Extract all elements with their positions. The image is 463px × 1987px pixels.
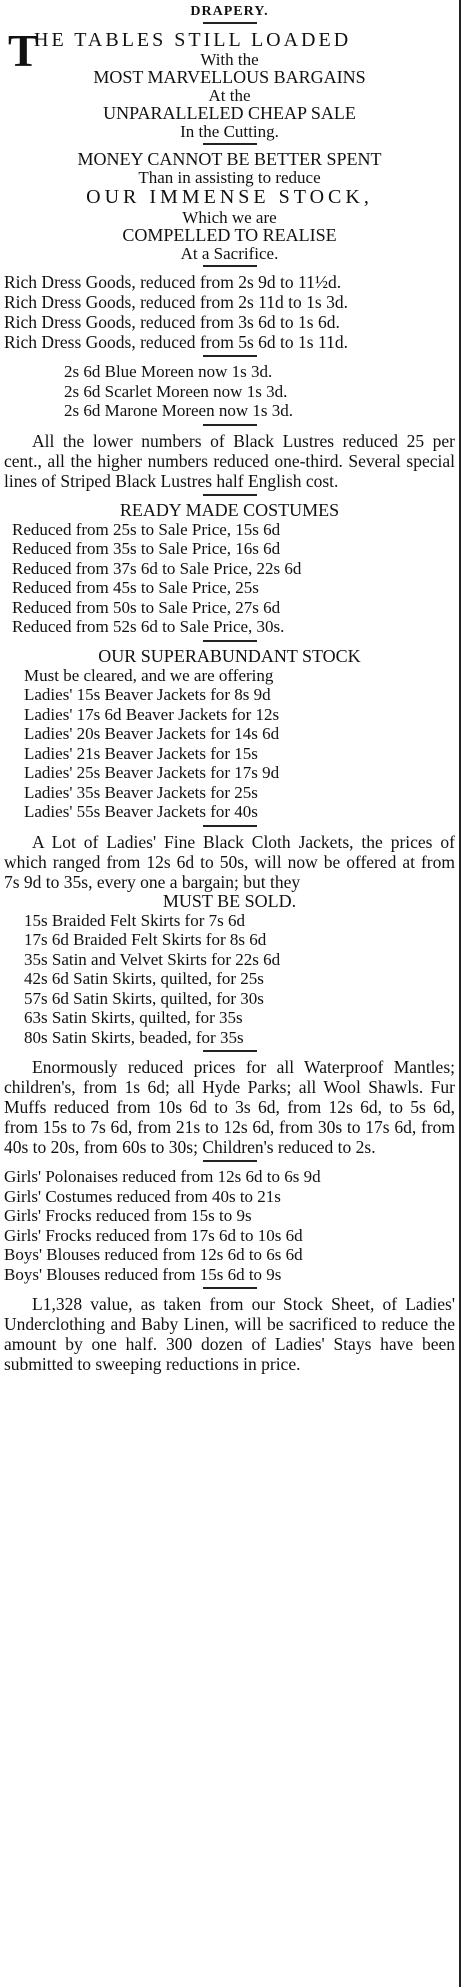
must-be-sold: MUST BE SOLD.	[162, 890, 297, 911]
jacket-item: Ladies' 20s Beaver Jackets for 14s 6d	[24, 724, 280, 743]
divider	[203, 640, 257, 642]
costume-item: Reduced from 25s to Sale Price, 15s 6d	[12, 519, 281, 539]
costumes-block	[4, 501, 455, 637]
section-title: DRAPERY.	[190, 4, 269, 19]
costume-item: Reduced from 37s 6d to Sale Price, 22s 6d	[12, 558, 302, 578]
skirts-block	[4, 911, 455, 1048]
divider	[203, 494, 257, 496]
skirt-item: 80s Satin Skirts, beaded, for 35s	[24, 1027, 244, 1047]
moreen-item: 2s 6d Blue Moreen now 1s 3d.	[64, 362, 273, 381]
girls-boys-item: Girls' Polonaises reduced from 12s 6d to 6s 9d	[4, 1167, 321, 1186]
moreen-item: 2s 6d Marone Moreen now 1s 3d.	[64, 401, 293, 420]
intro-line: At the	[208, 86, 251, 105]
skirt-item: 63s Satin Skirts, quilted, for 35s	[24, 1008, 243, 1027]
stock-headline: OUR IMMENSE STOCK,	[86, 186, 373, 208]
skirt-item: 57s 6d Satin Skirts, quilted, for 30s	[24, 988, 264, 1008]
title-rule	[203, 22, 257, 24]
jacket-item: Ladies' 25s Beaver Jackets for 17s 9d	[24, 763, 280, 782]
dress-goods-item: Rich Dress Goods, reduced from 3s 6d to 1s 6d.	[4, 312, 340, 332]
skirt-item: 17s 6d Braided Felt Skirts for 8s 6d	[24, 930, 267, 949]
mantles-paragraph: Enormously reduced prices for all Waterproof Mantles; children's, from 1s 6d; all Hyde Parks; all Wool Shawls. Fur Muffs reduced from 10s 6d to 3s 6d, from 12s 6d, to 5s 6d, from 15s to 7s 6d, from 21s to 12s 6d, from 30s to 17s 6d, from 40s to 20s, from 60s to 30s; Children's reduced to 2s.	[4, 1057, 455, 1157]
money-line: Which we are	[182, 208, 277, 227]
jacket-item: Ladies' 35s Beaver Jackets for 25s	[24, 782, 258, 802]
divider	[203, 1287, 257, 1289]
moreen-item: 2s 6d Scarlet Moreen now 1s 3d.	[64, 381, 288, 401]
costumes-title: READY MADE COSTUMES	[119, 499, 340, 520]
divider	[203, 825, 257, 827]
divider	[203, 1160, 257, 1162]
girls-boys-item: Boys' Blouses reduced from 15s 6d to 9s	[4, 1264, 282, 1284]
intro-line: In the Cutting.	[180, 122, 279, 141]
cloth-jackets-paragraph: A Lot of Ladies' Fine Black Cloth Jackets, the prices of which ranged from 12s 6d to 50s, will now be offered at from 7s 9d to 35s, every one a bargain; but they	[4, 831, 455, 892]
moreen-block	[4, 362, 455, 421]
costume-item: Reduced from 45s to Sale Price, 25s	[12, 578, 259, 597]
money-headline: MONEY CANNOT BE BETTER SPENT	[77, 149, 382, 169]
intro-line: UNPARALLELED CHEAP SALE	[103, 103, 356, 123]
divider	[203, 355, 257, 357]
skirt-item: 42s 6d Satin Skirts, quilted, for 25s	[24, 969, 264, 988]
costume-item: Reduced from 50s to Sale Price, 27s 6d	[12, 597, 281, 617]
superabundant-title: OUR SUPERABUNDANT STOCK	[98, 645, 361, 666]
column-rule	[459, 0, 461, 1987]
divider	[203, 265, 257, 267]
girls-boys-item: Girls' Frocks reduced from 17s 6d to 10s 6d	[4, 1225, 303, 1245]
dress-goods-block	[4, 272, 455, 352]
money-line: COMPELLED TO REALISE	[122, 225, 337, 245]
jacket-item: Ladies' 21s Beaver Jackets for 15s	[24, 743, 258, 763]
divider	[203, 1050, 257, 1052]
girls-boys-item: Girls' Costumes reduced from 40s to 21s	[4, 1186, 281, 1206]
skirt-item: 35s Satin and Velvet Skirts for 22s 6d	[24, 949, 281, 969]
intro-line: MOST MARVELLOUS BARGAINS	[93, 67, 366, 87]
girls-boys-item: Boys' Blouses reduced from 12s 6d to 6s 6d	[4, 1245, 303, 1264]
superabundant-block	[4, 647, 455, 822]
money-line: Than in assisting to reduce	[138, 168, 321, 187]
jacket-item: Ladies' 17s 6d Beaver Jackets for 12s	[24, 704, 280, 724]
dress-goods-item: Rich Dress Goods, reduced from 2s 11d to 1s 3d.	[4, 292, 348, 312]
intro-headline: HE TABLES STILL LOADED	[34, 29, 352, 51]
divider	[203, 143, 257, 145]
closing-paragraph: L1,328 value, as taken from our Stock Sheet, of Ladies' Underclothing and Baby Linen, will be sacrificed to reduce the amount by one half. 300 dozen of Ladies' Stays have been submitted to sweeping reductions in price.	[4, 1294, 455, 1374]
jacket-item: Ladies' 55s Beaver Jackets for 40s	[24, 802, 258, 821]
superabundant-subtitle: Must be cleared, and we are offering	[24, 665, 274, 685]
dress-goods-item: Rich Dress Goods, reduced from 2s 9d to 11½d.	[4, 272, 342, 292]
lustres-paragraph: All the lower numbers of Black Lustres reduced 25 per cent., all the higher numbers reduced one-third. Several special lines of Striped Black Lustres half English cost.	[4, 430, 455, 491]
costume-item: Reduced from 52s 6d to Sale Price, 30s.	[12, 617, 285, 636]
dress-goods-item: Rich Dress Goods, reduced from 5s 6d to 1s 11d.	[4, 332, 348, 352]
skirt-item: 15s Braided Felt Skirts for 7s 6d	[24, 910, 245, 930]
intro-line: With the	[200, 50, 259, 69]
advertisement-column	[4, 0, 455, 1374]
girls-boys-item: Girls' Frocks reduced from 15s to 9s	[4, 1206, 252, 1225]
intro-block	[4, 25, 455, 141]
jacket-item: Ladies' 15s Beaver Jackets for 8s 9d	[24, 685, 271, 704]
money-block	[4, 150, 455, 262]
drop-cap: T	[8, 25, 39, 76]
divider	[203, 424, 257, 426]
money-line: At a Sacrifice.	[180, 244, 279, 263]
costume-item: Reduced from 35s to Sale Price, 16s 6d	[12, 539, 281, 558]
girls-boys-block	[4, 1167, 455, 1284]
